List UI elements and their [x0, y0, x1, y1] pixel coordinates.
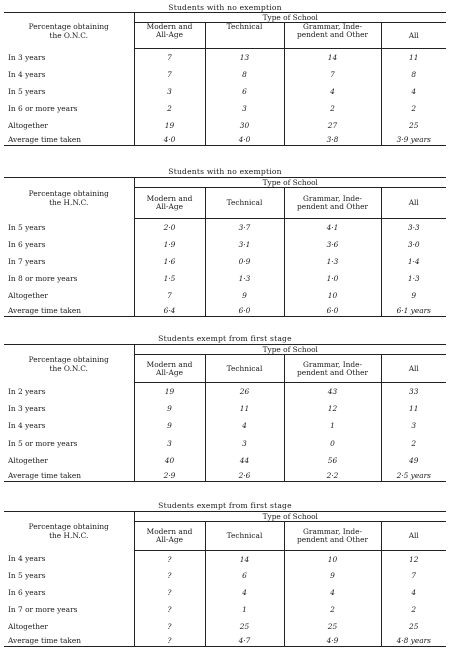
table-cell: 56 [284, 452, 381, 469]
type-of-school-header: Type of School [134, 512, 446, 522]
table-row [4, 584, 446, 601]
column-header-line: pendent and Other [297, 367, 368, 377]
row-label: In 2 years [4, 383, 134, 400]
table-cell: 6·0 [284, 304, 381, 316]
table-cell: 4 [284, 83, 381, 100]
table-caption: Students exempt from first stage [158, 501, 292, 510]
row-header-line: Percentage obtaining [28, 189, 109, 199]
table-cell: 8 [205, 66, 284, 83]
table-cell: 14 [284, 49, 381, 66]
table-cell: 25 [284, 618, 381, 635]
table-cell: 8 [411, 69, 417, 79]
column-header-line: All-Age [155, 202, 183, 211]
table-cell: 3·6 [284, 236, 381, 253]
column-header [284, 522, 381, 551]
table-cell: 19 [134, 117, 205, 134]
type-of-school-header: Type of School [134, 13, 446, 23]
table-cell: 7 [411, 571, 417, 581]
table-row [4, 601, 446, 618]
table-cell: 3·7 [205, 219, 284, 236]
table-cell: 6 [205, 567, 284, 584]
row-label: In 5 or more years [4, 435, 134, 452]
table-cell: 6·4 [134, 304, 205, 316]
table-cell: 9 [134, 417, 205, 434]
row-label: Altogether [4, 452, 134, 469]
row-header-line: Percentage obtaining [28, 522, 109, 532]
table-cell: 9 [134, 400, 205, 417]
column-header [381, 522, 446, 551]
table-cell: ? [134, 634, 205, 646]
table-cell: 12 [409, 554, 419, 564]
table-cell: 3·8 [284, 134, 381, 146]
table-cell: 3 [205, 435, 284, 452]
table-cell: 0·9 [205, 253, 284, 270]
table-cell: 30 [205, 117, 284, 134]
table-cell: 3·9 years [396, 134, 431, 144]
row-header-line: Percentage obtaining [28, 354, 109, 364]
row-label: In 6 years [4, 236, 134, 253]
table-cell: 11 [409, 52, 419, 62]
table-cell: 2 [134, 100, 205, 117]
column-header [134, 522, 205, 551]
table-cell: 6·0 [205, 304, 284, 316]
table-cell: 10 [284, 551, 381, 568]
column-header-line: Grammar, Inde- [303, 527, 362, 536]
table-cell: 7 [134, 66, 205, 83]
table-row [4, 551, 446, 568]
table-cell: 3·3 [407, 222, 420, 232]
table-cell: 25 [409, 120, 419, 130]
table-cell: 11 [409, 404, 419, 414]
table-cell: 9 [411, 291, 417, 301]
row-label: Altogether [4, 287, 134, 304]
table-cell: 1·3 [407, 274, 420, 284]
table-cell: 2 [411, 604, 417, 614]
table-cell: 4 [411, 86, 417, 96]
row-label: Altogether [4, 117, 134, 134]
table-cell: 1·9 [134, 236, 205, 253]
row-label: Average time taken [4, 634, 134, 646]
table-cell: 1·5 [134, 270, 205, 287]
row-label: In 4 years [4, 66, 134, 83]
table-cell: 4 [205, 584, 284, 601]
table-cell: 4 [205, 417, 284, 434]
column-header-line: Modern and [146, 22, 193, 31]
row-header-line: Percentage obtaining [28, 21, 109, 31]
row-header-line: the O.N.C. [49, 30, 88, 40]
table-cell: 7 [134, 49, 205, 66]
row-label: In 6 years [4, 584, 134, 601]
table-block [4, 0, 446, 661]
row-label: In 4 years [4, 417, 134, 434]
row-header-line: the H.N.C. [49, 531, 89, 541]
table-cell: 33 [409, 386, 419, 396]
row-label: In 5 years [4, 219, 134, 236]
type-of-school-header: Type of School [134, 345, 446, 355]
table-caption: Students with no exemption [168, 167, 282, 176]
table-cell: 7 [284, 66, 381, 83]
table-cell: 25 [409, 621, 419, 631]
table-cell: 2 [411, 103, 417, 113]
table-cell: 4·7 [205, 634, 284, 646]
table-cell: 6 [205, 83, 284, 100]
table-cell: 1·3 [284, 253, 381, 270]
table-caption: Students with no exemption [168, 3, 282, 12]
row-header-line: the H.N.C. [49, 198, 89, 208]
row-label: In 5 years [4, 567, 134, 584]
table-cell: 3 [205, 100, 284, 117]
table-cell: 9 [284, 567, 381, 584]
column-header-line: pendent and Other [297, 30, 368, 39]
table-cell: 9 [205, 287, 284, 304]
table-cell: ? [134, 551, 205, 568]
row-label: In 7 or more years [4, 601, 134, 618]
row-label: Average time taken [4, 304, 134, 316]
type-of-school-header: Type of School [134, 178, 446, 188]
column-header-line: pendent and Other [297, 535, 368, 544]
table-cell: 3 [134, 83, 205, 100]
table-cell: ? [134, 584, 205, 601]
column-header-line: All [408, 198, 419, 207]
row-header-line: the O.N.C. [49, 363, 88, 373]
table-cell: 26 [205, 383, 284, 400]
table-cell: 11 [205, 400, 284, 417]
column-header-line: Technical [226, 531, 263, 540]
table-cell: 3·1 [205, 236, 284, 253]
table-cell: 3·0 [407, 239, 420, 249]
table-cell: 1 [205, 601, 284, 618]
column-header-line: Grammar, Inde- [303, 194, 362, 203]
table-cell: 25 [205, 618, 284, 635]
table-cell: 4 [411, 587, 417, 597]
table-cell: 4·8 years [396, 635, 431, 645]
column-header-line: All [408, 531, 419, 540]
row-label: In 6 or more years [4, 100, 134, 117]
table-cell: 1·6 [134, 253, 205, 270]
row-label: In 8 or more years [4, 270, 134, 287]
table-row [4, 618, 446, 635]
table-cell: 40 [134, 452, 205, 469]
table-cell: 2·6 [205, 469, 284, 481]
table-cell: 4·1 [284, 219, 381, 236]
row-label: In 3 years [4, 400, 134, 417]
table-row [4, 567, 446, 584]
column-header-line: All-Age [155, 30, 183, 39]
table-cell: ? [134, 601, 205, 618]
table-caption: Students exempt from first stage [158, 334, 292, 343]
table-cell: ? [134, 618, 205, 635]
column-header-line: Modern and [146, 194, 193, 203]
table-cell: 1·3 [205, 270, 284, 287]
table-cell: 2·0 [134, 219, 205, 236]
row-label: In 5 years [4, 83, 134, 100]
table-cell: 2 [284, 100, 381, 117]
table-cell: 49 [409, 456, 419, 466]
table-cell: 4·0 [134, 134, 205, 146]
row-header [4, 512, 134, 551]
table-cell: 1·0 [284, 270, 381, 287]
table-cell: 2 [411, 438, 417, 448]
row-label: In 3 years [4, 49, 134, 66]
table-cell: 27 [284, 117, 381, 134]
column-header-line: Modern and [146, 527, 193, 536]
column-header-line: All [408, 30, 419, 40]
column-header-line: All-Age [155, 367, 183, 377]
column-header-line: Technical [226, 198, 263, 207]
row-label: Altogether [4, 618, 134, 635]
table-cell: 4·9 [284, 634, 381, 646]
row-label: Average time taken [4, 134, 134, 146]
column-header-line: Technical [226, 22, 263, 31]
column-header-line: pendent and Other [297, 202, 368, 211]
column-header-line: Grammar, Inde- [303, 359, 362, 369]
table-cell: 4·0 [205, 134, 284, 146]
table-cell: 13 [205, 49, 284, 66]
table-cell: 2 [284, 601, 381, 618]
row-label: In 7 years [4, 253, 134, 270]
column-header-line: All [408, 363, 419, 373]
column-header-line: Technical [226, 363, 263, 373]
table-cell: 2·5 years [396, 470, 431, 480]
table-cell: 19 [134, 383, 205, 400]
table-cell: 14 [205, 551, 284, 568]
table-cell: 1·4 [407, 256, 420, 266]
column-header-line: Grammar, Inde- [303, 22, 362, 31]
table-cell: 3 [134, 435, 205, 452]
table-cell: ? [134, 567, 205, 584]
table-cell: 7 [134, 287, 205, 304]
table-cell: 44 [205, 452, 284, 469]
column-header [205, 522, 284, 551]
table-cell: 2·2 [284, 469, 381, 481]
table-cell: 2·9 [134, 469, 205, 481]
table-cell: 3 [411, 421, 417, 431]
table-cell: 10 [284, 287, 381, 304]
table-row [4, 634, 446, 646]
row-label: In 4 years [4, 551, 134, 568]
column-header-line: All-Age [155, 535, 183, 544]
table-cell: 1 [284, 417, 381, 434]
row-label: Average time taken [4, 469, 134, 481]
table-cell: 12 [284, 400, 381, 417]
table-cell: 0 [284, 435, 381, 452]
data-table [4, 511, 446, 647]
table-cell: 6·1 years [396, 305, 431, 315]
table-cell: 4 [284, 584, 381, 601]
table-cell: 43 [284, 383, 381, 400]
column-header-line: Modern and [146, 359, 193, 369]
